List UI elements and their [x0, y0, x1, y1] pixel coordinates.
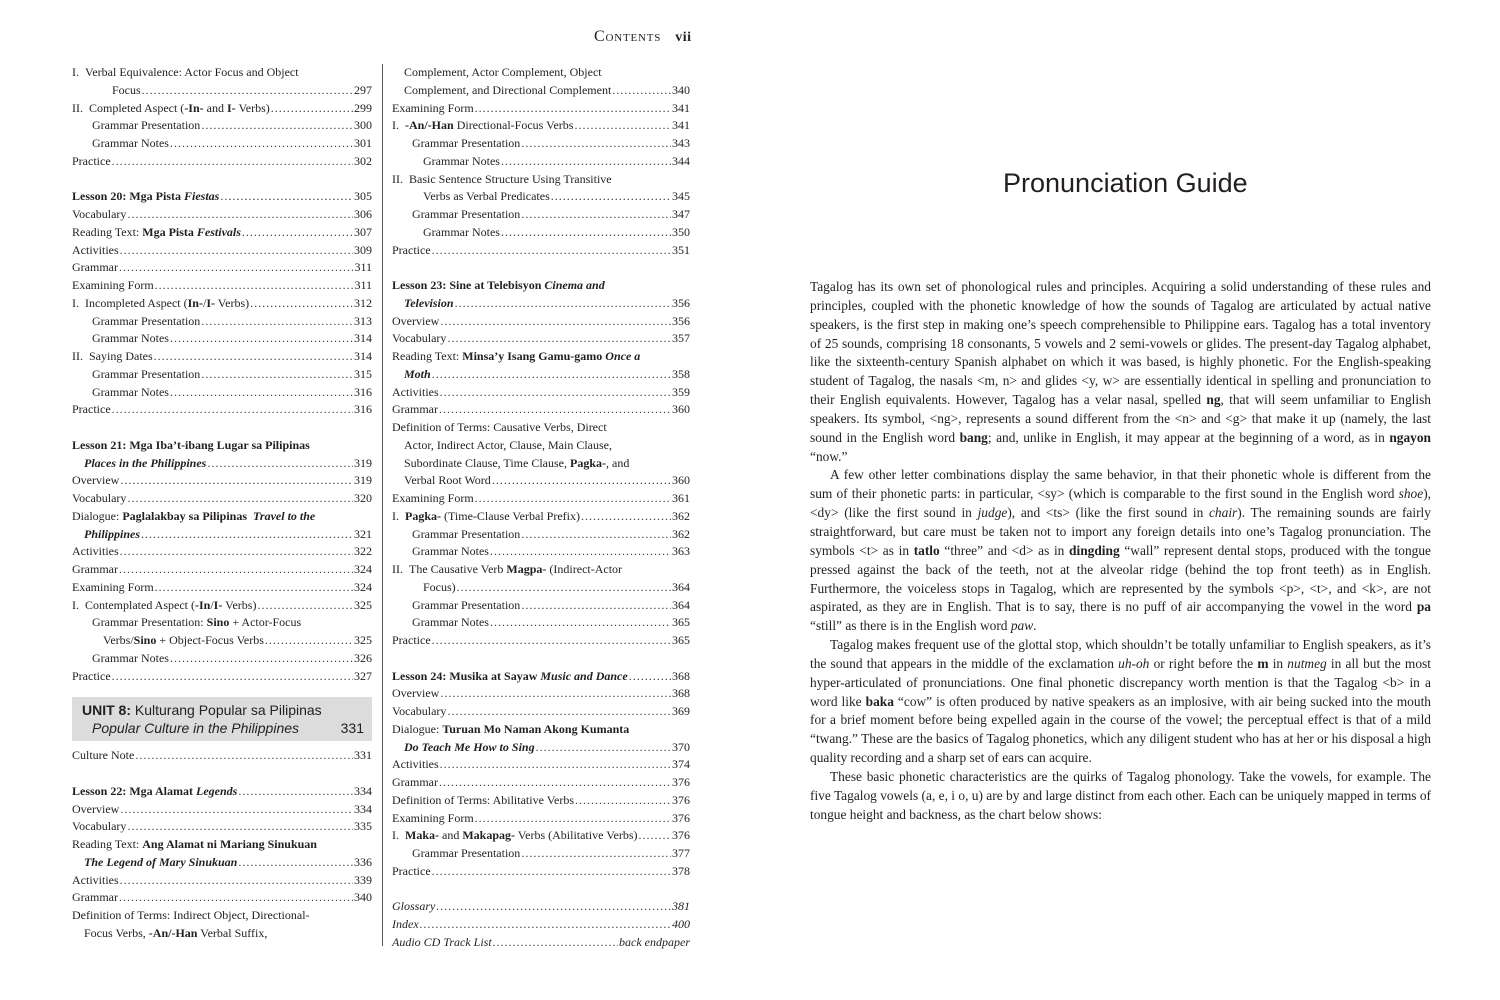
toc-entry[interactable]: I. -An/-Han Directional-Focus Verbs ..... 341 [392, 117, 690, 135]
toc-entry[interactable]: Definition of Terms: Abilitative Verbs ..... 376 [392, 792, 690, 810]
toc-entry[interactable]: Activities ..... 374 [392, 756, 690, 774]
toc-entry[interactable]: Vocabulary ..... 357 [392, 330, 690, 348]
toc-entry[interactable]: Vocabulary ..... 320 [72, 490, 372, 508]
toc-entry[interactable]: Practice ..... 302 [72, 153, 372, 171]
toc-line: Grammar Presentation: Sino + Actor-Focus [92, 615, 302, 630]
toc-entry[interactable]: Examining Form ..... 341 [392, 100, 690, 118]
toc-entry[interactable]: Activities ..... 322 [72, 543, 372, 561]
toc-entry[interactable]: Verbs as Verbal Predicates ..... 345 [392, 188, 690, 206]
toc-entry[interactable]: Overview ..... 334 [72, 801, 372, 819]
toc-entry[interactable]: Reading Text: Mga Pista Festivals ..... 307 [72, 224, 372, 242]
running-header-title: Contents [594, 28, 662, 45]
toc-entry[interactable]: Grammar Presentation ..... 362 [392, 526, 690, 544]
toc-column-right [392, 64, 690, 952]
toc-line: I. Verbal Equivalence: Actor Focus and Object [72, 65, 299, 79]
toc-lesson-heading[interactable]: Lesson 20: Mga Pista Fiestas ..... 305 [72, 188, 372, 206]
toc-entry[interactable]: Examining Form ..... 311 [72, 277, 372, 295]
toc-entry[interactable]: Complement, and Directional Complement ..... 340 [392, 82, 690, 100]
toc-entry[interactable]: Activities ..... 339 [72, 872, 372, 890]
toc-entry[interactable]: Philippines ..... 321 [72, 526, 372, 544]
toc-entry[interactable]: II. Completed Aspect (-In- and I- Verbs) ..... 299 [72, 100, 372, 118]
toc-entry[interactable]: Grammar ..... 360 [392, 401, 690, 419]
toc-entry[interactable]: Grammar Notes ..... 314 [72, 330, 372, 348]
toc-lesson-heading[interactable]: Lesson 23: Sine at Telebisyon Cinema and [392, 278, 605, 292]
unit-heading-box[interactable] [72, 697, 372, 741]
toc-line: Actor, Indirect Actor, Clause, Main Clause, [404, 437, 612, 452]
toc-column-left [72, 64, 372, 943]
toc-line: II. Basic Sentence Structure Using Transitive [392, 171, 612, 186]
toc-entry[interactable]: I. Maka- and Makapag- Verbs (Abilitative Verbs) ..... 376 [392, 827, 690, 845]
toc-entry[interactable]: Grammar Notes ..... 316 [72, 384, 372, 402]
toc-line: Definition of Terms: Indirect Object, Directional- [72, 908, 310, 922]
toc-entry[interactable]: Grammar ..... 340 [72, 889, 372, 907]
toc-entry[interactable]: Grammar Notes ..... 301 [72, 135, 372, 153]
paragraph: Tagalog has its own set of phonological rules and principles. Acquiring a solid understanding of these rules and principles, coupled with the phonetic knowledge of how the sounds of Tagalog are articulated by actual native speakers, is the first step in making one’s speech comprehensible to Philippine ears. Tagalog has a total inventory of 25 sounds, comprising 18 consonants, 5 vowels and 2 semi-vowels or glides. The present-day Tagalog alphabet, like the sixteenth-century Spanish alphabet on which it was based, is highly phonetic. For the English-speaking student of Tagalog, the nasals <m, n> and glides <y, w> are essentially identical in spelling and pronunciation to their English equivalents. However, Tagalog has a velar nasal, spelled ng, that will seem unfamiliar to English speakers. Its symbol, <ng>, represents a sound different from the <n> and <g> that make it up (namely, the last sound in the English word bang; and, unlike in English, it may appear at the beginning of a word, as in ngayon “now.” [810, 279, 1431, 464]
toc-entry[interactable]: II. Saying Dates ..... 314 [72, 348, 372, 366]
toc-lesson-heading[interactable]: Lesson 24: Musika at Sayaw Music and Dance ..... 368 [392, 668, 690, 686]
toc-entry[interactable]: Grammar Presentation ..... 364 [392, 597, 690, 615]
toc-entry[interactable]: Overview ..... 368 [392, 685, 690, 703]
toc-entry[interactable]: Grammar Presentation ..... 343 [392, 135, 690, 153]
paragraph: These basic phonetic characteristics are the quirks of Tagalog phonology. Take the vowels, for example. The five Tagalog vowels (a, e, i o, u) are by and large distinct from each other. Each can be uniquely mapped in terms of tongue height and backness, as the chart below shows: [810, 768, 1431, 822]
toc-line: Subordinate Clause, Time Clause, Pagka-, and [404, 455, 630, 470]
toc-entry[interactable]: Examining Form ..... 324 [72, 579, 372, 597]
toc-entry[interactable]: Overview ..... 356 [392, 313, 690, 331]
running-header [594, 28, 691, 46]
toc-entry[interactable]: Vocabulary ..... 335 [72, 818, 372, 836]
toc-entry[interactable]: Examining Form ..... 361 [392, 490, 690, 508]
toc-entry[interactable]: Verbs/Sino + Object-Focus Verbs ..... 325 [72, 632, 372, 650]
toc-entry[interactable]: Moth ..... 358 [392, 366, 690, 384]
toc-entry[interactable]: Practice ..... 327 [72, 668, 372, 686]
toc-entry[interactable]: Grammar Notes ..... 365 [392, 614, 690, 632]
paragraph: Tagalog makes frequent use of the glottal stop, which shouldn’t be totally unfamiliar to English speakers, as it’s the sound that appears in the middle of the exclamation uh-oh or right before the m in nutmeg in all but the most hyper-articulated of pronunciations. One final phonetic discrepancy worth mention is that the Tagalog <b> in a word like baka “cow” is often produced by native speakers as an implosive, with air being sucked into the mouth for a brief moment before being expelled again in the course of the vowel; the perceptual effect is that of a mild “twang.” These are the basics of Tagalog phonetics, which any diligent student who has at her or his disposal a high quality recording and a sharp set of ears can acquire. [810, 637, 1431, 766]
toc-entry[interactable]: Places in the Philippines ..... 319 [72, 455, 372, 473]
toc-line: II. The Causative Verb Magpa- (Indirect-Actor [392, 562, 623, 576]
toc-entry[interactable]: Activities ..... 309 [72, 242, 372, 260]
toc-entry[interactable]: Focus ..... 297 [72, 82, 372, 100]
unit-title: Kulturang Popular sa Pilipinas [131, 702, 322, 719]
toc-entry[interactable]: Grammar Notes ..... 344 [392, 153, 690, 171]
toc-line: Dialogue: Turuan Mo Naman Akong Kumanta [392, 721, 630, 736]
toc-entry[interactable]: Practice ..... 378 [392, 863, 690, 881]
toc-line: Reading Text: Ang Alamat ni Mariang Sinukuan [72, 837, 317, 851]
unit-page: 331 [340, 720, 364, 737]
toc-entry[interactable]: Grammar ..... 311 [72, 259, 372, 277]
column-divider [382, 64, 383, 946]
toc-entry[interactable]: Practice ..... 316 [72, 401, 372, 419]
toc-entry[interactable]: Grammar Presentation ..... 377 [392, 845, 690, 863]
toc-entry[interactable]: Focus) ..... 364 [392, 579, 690, 597]
toc-entry[interactable]: Verbal Root Word ..... 360 [392, 472, 690, 490]
toc-entry[interactable]: Audio CD Track List ..... back endpaper [392, 934, 690, 952]
toc-entry[interactable]: Practice ..... 351 [392, 242, 690, 260]
toc-entry[interactable]: Overview ..... 319 [72, 472, 372, 490]
toc-entry[interactable]: Grammar Presentation ..... 313 [72, 313, 372, 331]
toc-entry[interactable]: Grammar Notes ..... 363 [392, 543, 690, 561]
toc-entry[interactable]: Television ..... 356 [392, 295, 690, 313]
toc-entry[interactable]: Grammar Notes ..... 326 [72, 650, 372, 668]
unit-subtitle: Popular Culture in the Philippines [92, 720, 300, 737]
toc-line: Reading Text: Minsa’y Isang Gamu-gamo Once a [392, 349, 641, 363]
toc-entry[interactable]: Do Teach Me How to Sing ..... 370 [392, 739, 690, 757]
toc-entry[interactable]: Grammar ..... 376 [392, 774, 690, 792]
toc-entry[interactable]: I. Incompleted Aspect (In-/I- Verbs) ..... 312 [72, 295, 372, 313]
toc-entry[interactable]: Activities ..... 359 [392, 384, 690, 402]
toc-line: Definition of Terms: Causative Verbs, Direct [392, 420, 607, 434]
paragraph: A few other letter combinations display the same behavior, in that their phonetic whole is different from the sum of their phonetic parts: in particular, <sy> (which is comparable to the first sound in the English word shoe), <dy> (like the first sound in judge), and <ts> (like the first sound in chair). The remaining sounds are fairly straightforward, but care must be taken not to import any foreign details into one’s Tagalog pronunciation. The symbols <t> as in tatlo “three” and <d> as in dingding “wall” represent dental stops, produced with the tongue pressed against the back of the teeth, not at the alveolar ridge (behind the top front teeth) as in English. Furthermore, the voiceless stops in Tagalog, which are represented by the symbols <p>, <t>, and <k>, are not aspirated, as they are in English. That is to say, there is no puff of air accompanying the vowel in the word pa “still” as there is in the English word paw. [810, 467, 1431, 634]
toc-entry[interactable]: The Legend of Mary Sinukuan ..... 336 [72, 854, 372, 872]
toc-lesson-heading[interactable]: Lesson 21: Mga Iba’t-ibang Lugar sa Pilipinas [72, 437, 310, 452]
toc-entry[interactable]: Culture Note ..... 331 [72, 747, 372, 765]
toc-entry[interactable]: Grammar Presentation ..... 315 [72, 366, 372, 384]
toc-line: Focus Verbs, -An/-Han Verbal Suffix, [84, 925, 268, 940]
page-title: Pronunciation Guide [1003, 168, 1248, 199]
toc-entry[interactable]: Grammar Presentation ..... 347 [392, 206, 690, 224]
toc-entry[interactable]: Vocabulary ..... 306 [72, 206, 372, 224]
unit-label: UNIT 8: [82, 702, 131, 719]
toc-entry[interactable]: I. Contemplated Aspect (-In/I- Verbs) ..... 325 [72, 597, 372, 615]
toc-lesson-heading[interactable]: Lesson 22: Mga Alamat Legends ..... 334 [72, 783, 372, 801]
toc-entry[interactable]: Vocabulary ..... 369 [392, 703, 690, 721]
toc-entry[interactable]: Practice ..... 365 [392, 632, 690, 650]
toc-entry[interactable]: I. Pagka- (Time-Clause Verbal Prefix) ..... 362 [392, 508, 690, 526]
toc-line: Complement, Actor Complement, Object [404, 65, 602, 79]
pronunciation-guide-body [810, 278, 1431, 824]
page-number: vii [675, 30, 692, 45]
toc-entry[interactable]: Grammar ..... 324 [72, 561, 372, 579]
toc-entry[interactable]: Grammar Presentation ..... 300 [72, 117, 372, 135]
toc-entry[interactable]: Index ..... 400 [392, 916, 690, 934]
toc-entry[interactable]: Grammar Notes ..... 350 [392, 224, 690, 242]
toc-entry[interactable]: Examining Form ..... 376 [392, 810, 690, 828]
toc-line: Dialogue: Paglalakbay sa Pilipinas Travel to the [72, 508, 316, 523]
toc-entry[interactable]: Glossary ..... 381 [392, 898, 690, 916]
